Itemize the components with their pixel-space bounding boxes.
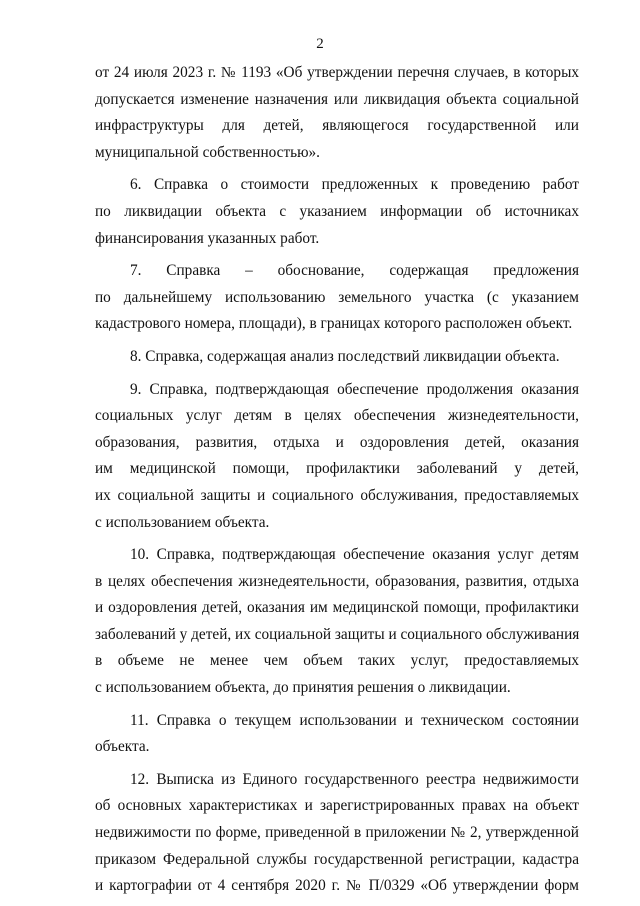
text-line: 9. Справка, подтверждающая обеспечение продолжения оказания [130, 380, 579, 398]
text-line: 10. Справка, подтверждающая обеспечение оказания услуг детям [130, 546, 579, 564]
text-line: с использованием объекта, до принятия решения о ликвидации. [95, 679, 511, 697]
text-line: по ликвидации объекта с указанием информации об источниках [95, 202, 579, 220]
text-line: в объеме не менее чем объем таких услуг, предоставляемых [95, 652, 579, 670]
text-line: 6. Справка о стоимости предложенных к проведению работ [130, 176, 579, 194]
text-line: с использованием объекта. [95, 513, 270, 531]
paragraph-item-7 [95, 258, 579, 338]
text-line: социальных услуг детям в целях обеспечения жизнедеятельности, [95, 407, 579, 425]
paragraph-item-6 [95, 172, 579, 252]
text-line: приказом Федеральной службы государственной регистрации, кадастра [95, 850, 579, 868]
paragraph-item-11 [95, 708, 579, 761]
paragraph-item-12 [95, 767, 579, 900]
text-line: в целях обеспечения жизнедеятельности, образования, развития, отдыха [95, 572, 579, 590]
text-line: образования, развития, отдыха и оздоровления детей, оказания [95, 433, 579, 451]
text-line: 8. Справка, содержащая анализ последствий ликвидации объекта. [130, 347, 560, 365]
text-line: 11. Справка о текущем использовании и техническом состоянии [130, 711, 579, 729]
paragraph-continuation [95, 60, 579, 166]
text-line: от 24 июля 2023 г. № 1193 «Об утверждении перечня случаев, в которых [95, 64, 579, 81]
text-line: и оздоровления детей, оказания им медицинской помощи, профилактики [95, 599, 579, 617]
text-line: по дальнейшему использованию земельного участка (с указанием [95, 288, 579, 306]
paragraph-item-9 [95, 377, 579, 537]
text-line: инфраструктуры для детей, являющегося государственной или [95, 117, 579, 135]
text-line: заболеваний у детей, их социальной защиты и социального обслуживания [95, 625, 580, 643]
text-line: муниципальной собственностью». [95, 143, 321, 161]
text-line: 12. Выписка из Единого государственного реестра недвижимости [130, 770, 579, 788]
paragraph-item-10 [95, 542, 579, 702]
text-line: об основных характеристиках и зарегистрированных правах на объект [95, 797, 579, 815]
text-line: финансирования указанных работ. [95, 229, 320, 247]
text-line: им медицинской помощи, профилактики заболеваний у детей, [95, 460, 579, 478]
text-line: и картографии от 4 сентября 2020 г. № П/0329 «Об утверждении форм [95, 877, 579, 895]
page-number: 2 [316, 36, 324, 52]
text-line: недвижимости по форме, приведенной в приложении № 2, утвержденной [95, 824, 579, 842]
text-line: 7. Справка – обоснование, содержащая предложения [130, 262, 579, 280]
text-line: допускается изменение назначения или ликвидация объекта социальной [95, 90, 579, 108]
document-body [95, 60, 579, 906]
text-line: их социальной защиты и социального обслуживания, предоставляемых [95, 486, 579, 504]
text-line: объекта. [95, 738, 150, 756]
text-line: кадастрового номера, площади), в границах которого расположен объект. [95, 315, 573, 333]
paragraph-item-8 [95, 344, 579, 371]
